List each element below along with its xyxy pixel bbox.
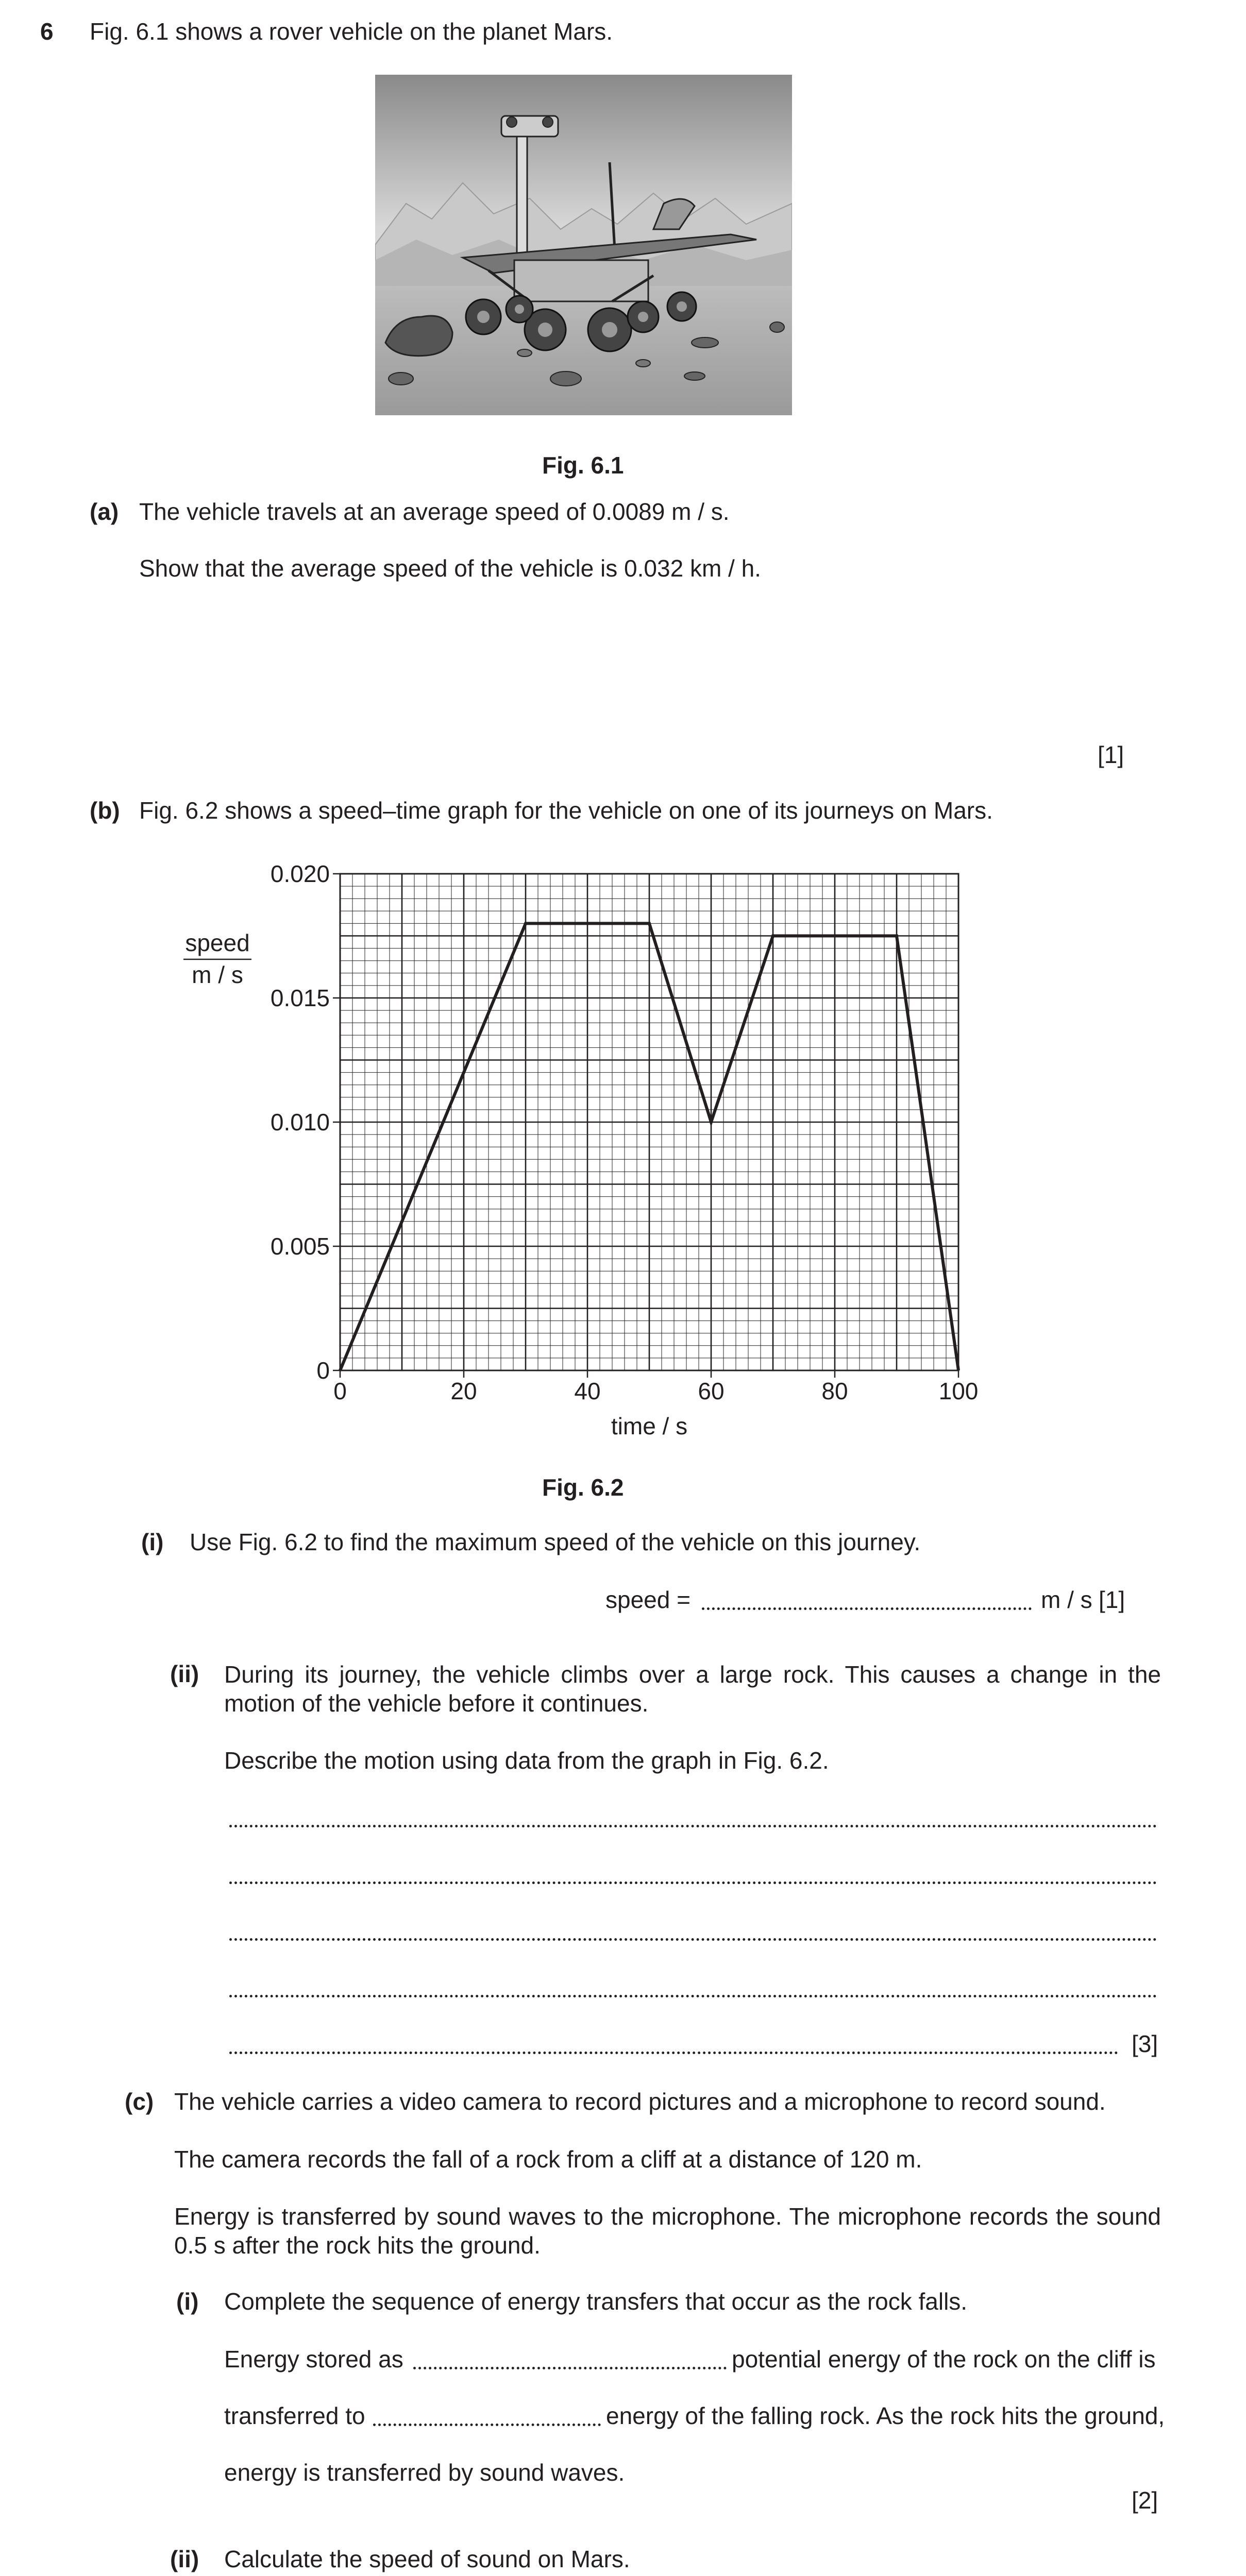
speed-time-graph xyxy=(170,850,1020,1448)
y-tick-label: 0.020 xyxy=(270,860,330,887)
answer-line-1[interactable] xyxy=(229,1825,1157,1827)
y-tick-label: 0.015 xyxy=(270,985,330,1011)
part-b-i-marks: [1] xyxy=(1099,1586,1125,1613)
part-c-line1: The vehicle carries a video camera to record pictures and a microphone to record sound. xyxy=(174,2088,1106,2115)
fig-6-2-caption: Fig. 6.2 xyxy=(542,1474,624,1501)
answer-line-5[interactable] xyxy=(229,2052,1118,2054)
part-c-line3: Energy is transferred by sound waves to the microphone. The microphone records the sound 0.5 s after the rock hits the ground. xyxy=(174,2203,1161,2259)
part-b-i-text: Use Fig. 6.2 to find the maximum speed of the vehicle on this journey. xyxy=(190,1529,921,1555)
y-tick-label: 0.005 xyxy=(270,1233,330,1260)
y-axis-label-unit: m / s xyxy=(192,961,243,988)
answer-line-3[interactable] xyxy=(229,1938,1157,1941)
energy-type-answer-line[interactable] xyxy=(373,2424,601,2426)
sentence-3: energy is transferred by sound waves. xyxy=(224,2459,625,2486)
answer-line-4[interactable] xyxy=(229,1995,1157,1997)
x-tick-label: 80 xyxy=(821,1378,848,1404)
part-c-i-text: Complete the sequence of energy transfers that occur as the rock falls. xyxy=(224,2288,968,2315)
sentence-1-end: potential energy of the rock on the cliff is xyxy=(732,2346,1156,2372)
part-c-label: (c) xyxy=(125,2088,154,2115)
energy-store-answer-line[interactable] xyxy=(413,2367,727,2369)
y-axis-label-quantity: speed xyxy=(185,929,250,956)
part-b-i-label: (i) xyxy=(141,1529,164,1555)
part-c-ii-label: (ii) xyxy=(170,2546,199,2572)
x-tick-label: 100 xyxy=(938,1378,979,1404)
x-tick-label: 20 xyxy=(450,1378,477,1404)
part-b-ii-instruction: Describe the motion using data from the graph in Fig. 6.2. xyxy=(224,1747,829,1774)
sentence-1-start: Energy stored as xyxy=(224,2346,403,2372)
part-b-i-unit: m / s xyxy=(1041,1586,1092,1613)
fig-6-1-caption: Fig. 6.1 xyxy=(542,452,624,479)
x-tick-label: 60 xyxy=(698,1378,725,1404)
part-b-ii-label: (ii) xyxy=(170,1660,199,1687)
part-c-ii-text: Calculate the speed of sound on Mars. xyxy=(224,2546,630,2572)
part-a-marks: [1] xyxy=(1098,741,1124,768)
part-b-ii-text: During its journey, the vehicle climbs over a large rock. This causes a change in the motion of the vehicle before it continues. xyxy=(224,1661,1161,1717)
part-a-line2: Show that the average speed of the vehicle is 0.032 km / h. xyxy=(139,555,761,582)
x-tick-label: 40 xyxy=(574,1378,601,1404)
part-a-line1: The vehicle travels at an average speed of 0.0089 m / s. xyxy=(139,498,730,525)
part-c-i-label: (i) xyxy=(176,2288,199,2315)
y-tick-label: 0.010 xyxy=(270,1109,330,1136)
question-intro: Fig. 6.1 shows a rover vehicle on the planet Mars. xyxy=(90,18,613,45)
part-b-intro: Fig. 6.2 shows a speed–time graph for the vehicle on one of its journeys on Mars. xyxy=(139,797,993,824)
sentence-2-start: transferred to xyxy=(224,2402,365,2429)
part-c-i-marks: [2] xyxy=(1132,2487,1158,2514)
part-b-i-answer-prefix: speed = xyxy=(605,1586,691,1613)
answer-line-2[interactable] xyxy=(229,1882,1157,1884)
sentence-2-end: energy of the falling rock. As the rock hits the ground, xyxy=(606,2402,1165,2429)
mars-rover-illustration xyxy=(375,75,792,415)
part-b-ii-marks: [3] xyxy=(1132,2030,1158,2057)
y-tick-label: 0 xyxy=(316,1357,330,1384)
part-a-label: (a) xyxy=(90,498,119,525)
part-b-label: (b) xyxy=(90,797,120,824)
x-tick-label: 0 xyxy=(333,1378,347,1404)
x-axis-label: time / s xyxy=(611,1413,688,1439)
part-c-line2: The camera records the fall of a rock from a cliff at a distance of 120 m. xyxy=(174,2146,922,2173)
part-b-i-answer-line[interactable] xyxy=(702,1607,1032,1610)
question-number: 6 xyxy=(40,18,54,45)
